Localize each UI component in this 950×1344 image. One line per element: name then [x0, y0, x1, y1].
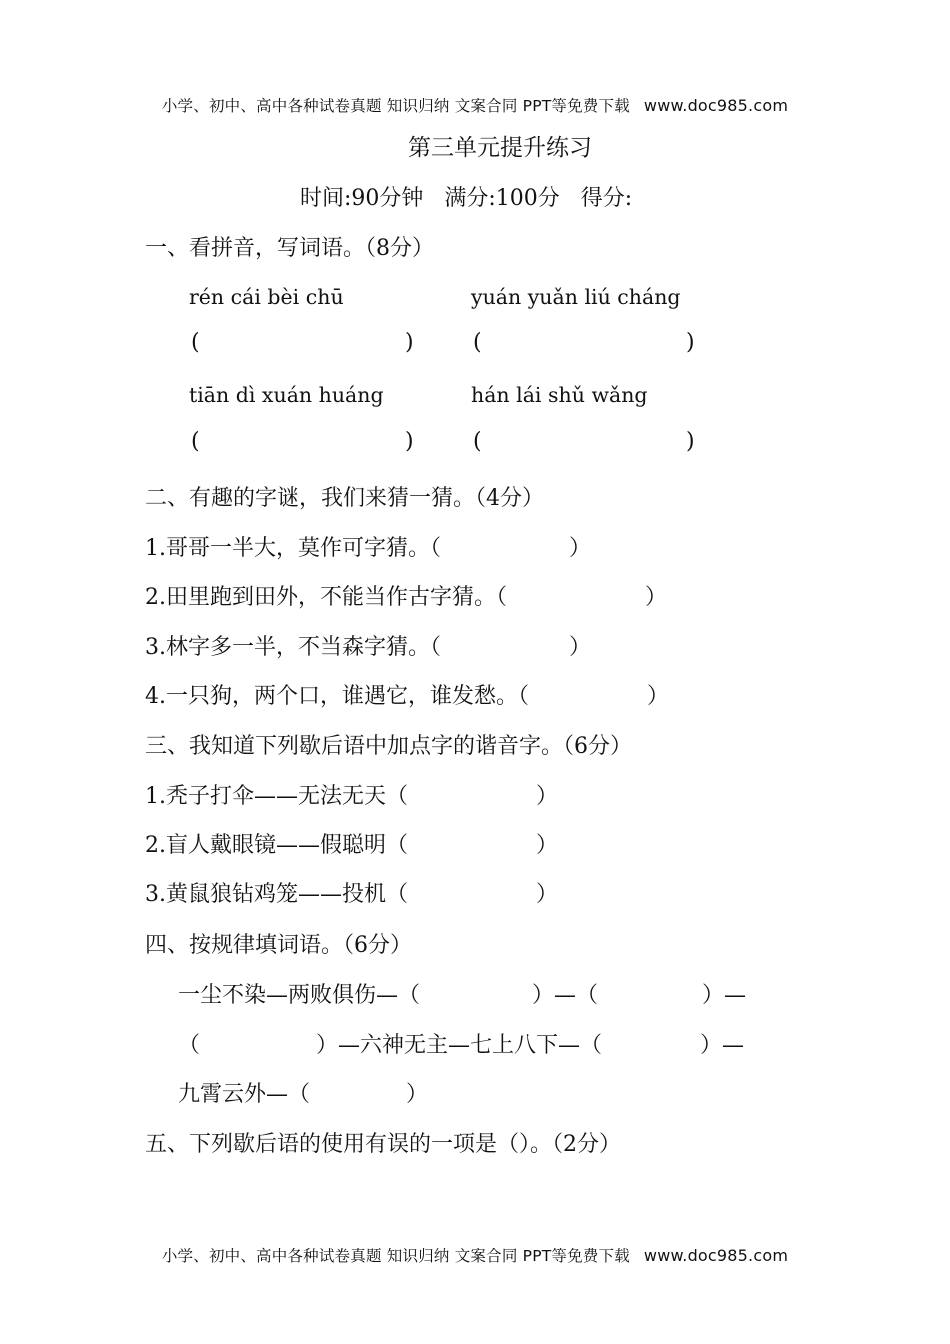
section-5-heading: 五、下列歇后语的使用有误的一项是（）。（2分）: [145, 1132, 621, 1157]
answer-blank-3-open[interactable]: (: [191, 429, 200, 454]
banner-url[interactable]: www.doc985.com: [643, 96, 789, 115]
footer-banner-url[interactable]: www.doc985.com: [643, 1246, 789, 1265]
answer-blank-2-open[interactable]: (: [473, 330, 482, 355]
section-1-heading: 一、看拼音，写词语。（8分）: [145, 236, 434, 261]
riddle-2: 2.田里跑到田外，不能当作古字猜。（ ）: [145, 585, 668, 610]
header-banner: [0, 94, 950, 116]
answer-blank-4-open[interactable]: (: [473, 429, 482, 454]
answer-blank-1-close: ): [405, 330, 414, 355]
xiehouyu-3: 3.黄鼠狼钻鸡笼——投机（ ）: [145, 882, 559, 907]
riddle-1: 1.哥哥一半大，莫作可字猜。（ ）: [145, 536, 592, 561]
pattern-line-3: 九霄云外—（ ）: [178, 1082, 429, 1107]
pinyin-2: yuán yuǎn liú cháng: [471, 285, 681, 309]
pattern-line-2: （ ）—六神无主—七上八下—（ ）—: [178, 1033, 745, 1058]
section-4-heading: 四、按规律填词语。（6分）: [145, 933, 412, 958]
xiehouyu-2: 2.盲人戴眼镜——假聪明（ ）: [145, 833, 559, 858]
pinyin-3: tiān dì xuán huáng: [189, 383, 384, 407]
pinyin-1: rén cái bèi chū: [189, 285, 344, 309]
exam-info: 时间:90分钟 满分:100分 得分:: [300, 186, 633, 211]
banner-text: 小学、初中、高中各种试卷真题 知识归纳 文案合同 PPT等免费下载: [161, 97, 630, 115]
footer-banner-text: 小学、初中、高中各种试卷真题 知识归纳 文案合同 PPT等免费下载: [161, 1247, 630, 1265]
riddle-4: 4.一只狗，两个口，谁遇它，谁发愁。（ ）: [145, 684, 670, 709]
answer-blank-2-close: ): [686, 330, 695, 355]
answer-blank-1-open[interactable]: (: [191, 330, 200, 355]
pinyin-4: hán lái shǔ wǎng: [471, 383, 648, 407]
section-2-heading: 二、有趣的字谜，我们来猜一猜。（4分）: [145, 486, 544, 511]
footer-banner: [0, 1244, 950, 1266]
pattern-line-1: 一尘不染—两败俱伤—（ ）—（ ）—: [178, 983, 747, 1008]
riddle-3: 3.林字多一半，不当森字猜。（ ）: [145, 635, 592, 660]
xiehouyu-1: 1.秃子打伞——无法无天（ ）: [145, 784, 559, 809]
page-title: 第三单元提升练习: [408, 135, 592, 161]
answer-blank-3-close: ): [405, 429, 414, 454]
section-3-heading: 三、我知道下列歇后语中加点字的谐音字。（6分）: [145, 734, 632, 759]
answer-blank-4-close: ): [686, 429, 695, 454]
